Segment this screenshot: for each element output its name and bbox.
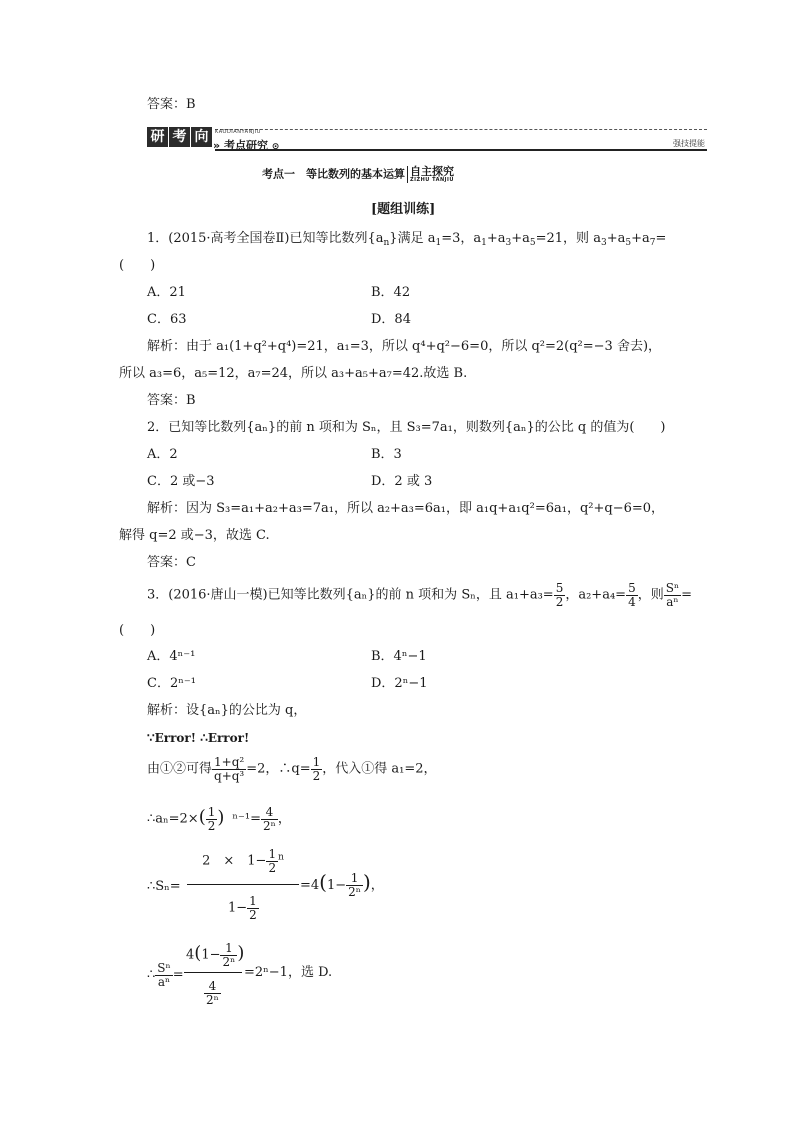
fraction-num: 1 <box>220 942 237 956</box>
q2-answer: 答案：C <box>147 555 196 570</box>
step-text: 4 <box>186 947 195 963</box>
fraction-den: 2ⁿ <box>263 818 276 833</box>
fraction-num: 1 <box>346 872 363 886</box>
q3-step2: ∴aₙ=2×( $\frac{1}{2}$ ) ⁿ⁻¹= $\frac{4}{\text{2ⁿ}}$ ， <box>147 805 291 833</box>
fraction-den: 2 <box>555 594 564 609</box>
q3-step3-numerator <box>187 848 299 874</box>
fraction <box>311 756 323 782</box>
q3-step3-lhs: ∴Sₙ= <box>147 879 181 894</box>
q3-step1 <box>147 756 437 782</box>
q1-stem-part: +a <box>606 231 626 246</box>
banner-badge-3: 向 <box>191 127 212 147</box>
q1-stem-part: =3，a <box>441 231 482 246</box>
fraction <box>266 848 278 874</box>
step-text: ∴aₙ=2× <box>147 811 199 827</box>
banner-underline <box>215 149 707 151</box>
section-banner <box>147 127 707 151</box>
step-text: ， <box>370 878 384 893</box>
q3-error-line: ∵Error! ∴Error! <box>147 731 250 745</box>
step-text: =4 <box>300 878 320 893</box>
banner-dashed-line <box>215 129 707 130</box>
q1-option-c: C．63 <box>147 312 187 327</box>
banner-badge-1: 研 <box>147 127 168 147</box>
q3-step3-rhs: =4(1− $\frac{1}{\text{2ⁿ}}$ )， <box>300 870 384 899</box>
fraction <box>346 872 363 898</box>
banner-right-label: 强技提能 <box>673 139 705 148</box>
q1-stem: 1．(2015·高考全国卷Ⅱ)已知等比数列$\{a_n\}$满足 $a_1=3$，$a_1+a_3+a_5=21$，则 $a_3+a_5+a_7=$ <box>147 231 667 248</box>
step-text: 1− <box>228 900 248 916</box>
fraction-den: 4 <box>628 594 636 609</box>
topic-heading <box>262 166 454 183</box>
step-text: 1− <box>201 947 221 963</box>
banner-badge-2: 考 <box>169 127 190 147</box>
q2-option-c: C．2 或−3 <box>147 474 215 489</box>
topic-tag-zh: 自主探究 <box>410 165 454 178</box>
q3-step4-fraction-bar <box>184 972 242 973</box>
q3-step3-fraction-bar <box>187 884 299 885</box>
q3-step4-numerator: 4(1− $\frac{1}{\text{2ⁿ}}$ ) <box>186 941 245 969</box>
circle-arrow-icon: ⊙ <box>271 142 280 152</box>
banner-english: KAODIANYANJIU <box>215 129 261 135</box>
group-title: [题组训练] <box>371 202 436 217</box>
fraction-num: 5 <box>628 581 636 595</box>
fraction <box>212 756 246 782</box>
q3-option-d: D．2ⁿ−1 <box>371 676 428 691</box>
fraction-num: 1+q² <box>212 756 246 770</box>
q1-option-d: D．84 <box>371 312 411 327</box>
q2-option-d: D．2 或 3 <box>371 474 433 489</box>
fraction-num: 4 <box>261 806 278 820</box>
exponent: n <box>278 852 284 863</box>
q1-stem-part: =21，则 a <box>535 231 601 246</box>
q3-step4-lhs: ∴ $\frac{\text{Sⁿ}}{\text{aⁿ}}$ = <box>147 961 184 989</box>
fraction <box>626 582 638 608</box>
step-text: 1− <box>326 878 347 893</box>
fraction <box>220 942 237 968</box>
step-text: 2 × 1− <box>202 853 267 869</box>
banner-title-text: 考点研究 <box>223 139 268 152</box>
q1-answer: 答案：B <box>147 393 196 408</box>
q3-option-b: B．4ⁿ−1 <box>371 649 427 664</box>
q2-option-a: A．2 <box>147 447 178 462</box>
q3-step3-denominator <box>228 895 259 921</box>
step-text: ，代入①得 a₁=2， <box>322 761 437 777</box>
fraction-den: 2 <box>312 768 321 783</box>
q3-step4-result: =2ⁿ−1，选 D. <box>244 965 333 980</box>
q1-paren: ( ) <box>119 258 156 273</box>
fraction <box>261 806 278 832</box>
q1-option-b: B．42 <box>371 285 411 300</box>
q2-stem: 2．已知等比数列{aₙ}的前 n 项和为 Sₙ，且 S₃=7a₁，则数列{aₙ}的公比 q 的值为( ) <box>147 420 666 435</box>
q2-option-b: B．3 <box>371 447 402 462</box>
fraction-num: 1 <box>268 847 277 861</box>
q3-paren: ( ) <box>119 623 156 638</box>
fraction-num: 4 <box>204 980 221 994</box>
q3-option-a: A．4ⁿ⁻¹ <box>147 649 196 664</box>
q1-stem-part: = <box>655 231 667 246</box>
topic-title: 考点一 等比数列的基本运算 <box>262 167 405 181</box>
fraction <box>204 980 221 1006</box>
fraction <box>247 895 259 921</box>
step-text: 由①②可得 <box>147 761 213 777</box>
q1-solution-line1: 解析：由于 a₁(1+q²+q⁴)=21，a₁=3，所以 q⁴+q²−6=0，所以 q²=2(q²=−3 舍去)， <box>147 339 662 354</box>
fraction-den: 2 <box>249 907 257 922</box>
topic-tag <box>407 166 454 183</box>
fraction <box>155 962 172 988</box>
q1-stem-part: +a <box>511 231 530 246</box>
fraction-den: 2ⁿ <box>222 954 236 969</box>
step-text: ， <box>277 811 291 827</box>
previous-answer: 答案：B <box>147 97 196 112</box>
fraction <box>664 582 681 608</box>
q3-step4-denominator <box>204 980 221 1006</box>
q1-option-a: A．21 <box>147 285 186 300</box>
q1-stem-part: 1．(2015·高考全国卷Ⅱ)已知等比数列{a <box>147 231 384 246</box>
fraction-den: q+q³ <box>214 768 245 783</box>
q3-stem-part: = <box>681 587 693 603</box>
fraction-den: aⁿ <box>157 974 171 989</box>
fraction-num: Sⁿ <box>157 961 171 975</box>
fraction-den: 2 <box>268 860 277 875</box>
q3-option-c: C．2ⁿ⁻¹ <box>147 676 196 691</box>
fraction-num: Sⁿ <box>665 581 680 595</box>
fraction <box>554 582 566 608</box>
q2-solution-line2: 解得 q=2 或−3，故选 C. <box>119 528 270 543</box>
q3-solution-line1: 解析：设{aₙ}的公比为 q， <box>147 703 307 718</box>
q1-stem-part: +a <box>486 231 506 246</box>
fraction-den: 2ⁿ <box>348 885 361 899</box>
q3-stem <box>147 582 692 608</box>
q1-stem-part: +a <box>631 231 650 246</box>
step-text: =2，∴q= <box>246 761 311 777</box>
step-text: ⁿ⁻¹= <box>232 811 261 827</box>
topic-tag-en: ZIZHU TANJIU <box>410 177 454 183</box>
q2-solution-line1: 解析：因为 S₃=a₁+a₂+a₃=7a₁，所以 a₂+a₃=6a₁，即 a₁q+a₁q²=6a₁，q²+q−6=0， <box>147 501 665 516</box>
fraction-num: 1 <box>207 805 216 819</box>
fraction-num: 5 <box>555 581 564 595</box>
q1-stem-part: }满足 a <box>389 231 436 246</box>
fraction <box>206 806 218 832</box>
fraction-den: 2ⁿ <box>206 992 219 1007</box>
fraction-num: 1 <box>249 894 257 908</box>
fraction-den: aⁿ <box>666 594 679 609</box>
q3-stem-part: ，则 <box>637 587 664 603</box>
step-text: = <box>172 967 184 983</box>
fraction-num: 1 <box>312 755 321 769</box>
q1-solution-line2: 所以 a₃=6，a₅=12，a₇=24，所以 a₃+a₅+a₇=42.故选 B. <box>119 366 468 381</box>
q3-stem-part: 3．(2016·唐山一模)已知等比数列{aₙ}的前 n 项和为 Sₙ，且 a₁+a₃= <box>147 587 554 603</box>
q3-stem-part: ，a₂+a₄= <box>565 587 627 603</box>
banner-arrows: » <box>213 139 221 152</box>
fraction-den: 2 <box>207 818 216 833</box>
